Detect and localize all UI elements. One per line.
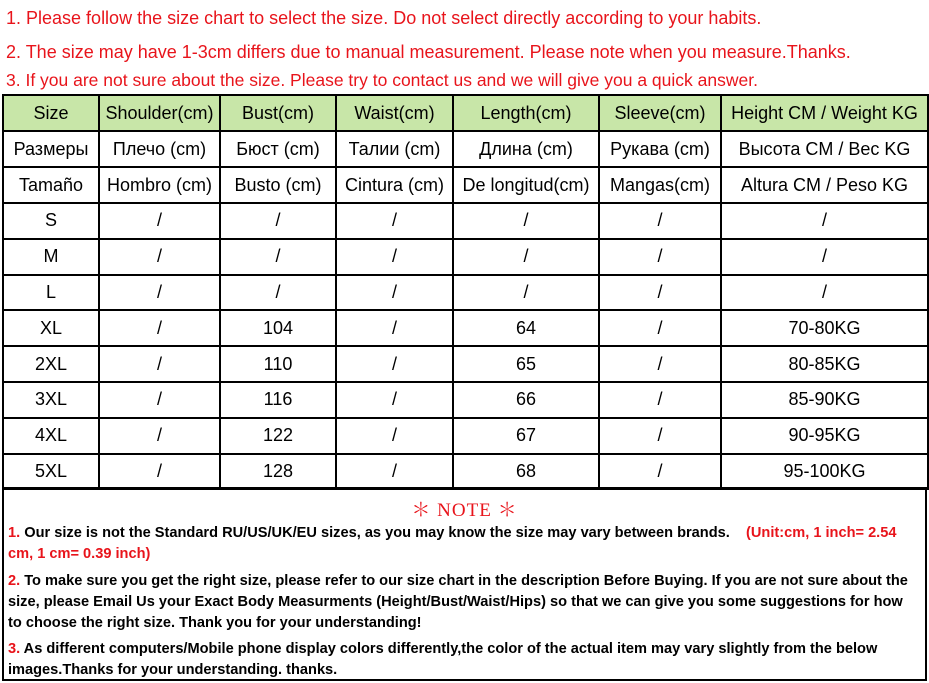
table-header-cell: Талии (cm): [336, 131, 453, 167]
table-row: [3, 203, 928, 239]
bottom-note-2: [8, 571, 920, 634]
table-cell: 85-90KG: [721, 382, 928, 418]
table-cell: /: [721, 275, 928, 311]
top-notes: [0, 0, 929, 94]
bottom-notes: [2, 487, 927, 681]
note-number: 1.: [8, 525, 21, 541]
table-header-cell: Длина (cm): [453, 131, 599, 167]
table-cell: /: [99, 418, 220, 454]
table-cell: 116: [220, 382, 336, 418]
table-cell: /: [336, 454, 453, 490]
table-row: [3, 346, 928, 382]
table-header-cell: Waist(cm): [336, 95, 453, 131]
table-cell: 2XL: [3, 346, 99, 382]
table-cell: /: [453, 203, 599, 239]
table-header-cell: Sleeve(cm): [599, 95, 721, 131]
table-cell: 104: [220, 310, 336, 346]
table-cell: /: [220, 275, 336, 311]
table-cell: /: [99, 382, 220, 418]
table-cell: L: [3, 275, 99, 311]
top-note-1: 1. Please follow the size chart to select the size. Do not select directly according to your habits.: [6, 8, 762, 28]
table-cell: 70-80KG: [721, 310, 928, 346]
bottom-note-3: [8, 639, 920, 681]
table-cell: /: [336, 382, 453, 418]
table-cell: /: [336, 239, 453, 275]
table-cell: /: [599, 418, 721, 454]
table-cell: /: [453, 239, 599, 275]
table-cell: /: [336, 203, 453, 239]
note-number: 2.: [8, 573, 21, 589]
table-header-row: [3, 131, 928, 167]
table-header-cell: Length(cm): [453, 95, 599, 131]
table-cell: 4XL: [3, 418, 99, 454]
table-cell: /: [599, 275, 721, 311]
table-cell: 128: [220, 454, 336, 490]
table-cell: XL: [3, 310, 99, 346]
table-cell: /: [220, 239, 336, 275]
note-text: To make sure you get the right size, please refer to our size chart in the description Before Buying. If you are not sure about the size, please Email Us your Exact Body Measurments (Height/Bust/Waist/Hips) so that we can give you some suggestions for how to choose the right size. Thank you for your understanding!: [8, 573, 908, 631]
table-header-cell: Высота CM / Вес KG: [721, 131, 928, 167]
unit-conversion: (Unit:cm, 1 inch= 2.54 cm, 1 cm= 0.39 inch): [8, 525, 897, 562]
table-row: [3, 239, 928, 275]
table-cell: /: [220, 203, 336, 239]
table-row: [3, 418, 928, 454]
table-header-cell: Size: [3, 95, 99, 131]
table-cell: /: [99, 310, 220, 346]
table-header-cell: Height CM / Weight KG: [721, 95, 928, 131]
table-header-row: [3, 95, 928, 131]
table-cell: 64: [453, 310, 599, 346]
table-cell: 68: [453, 454, 599, 490]
table-cell: S: [3, 203, 99, 239]
table-cell: /: [599, 239, 721, 275]
table-header-cell: Mangas(cm): [599, 167, 721, 203]
table-cell: 65: [453, 346, 599, 382]
note-text: As different computers/Mobile phone display colors differently,the color of the actual item may vary slightly from the below images.Thanks for your understanding. thanks.: [8, 641, 878, 678]
table-cell: 90-95KG: [721, 418, 928, 454]
table-cell: M: [3, 239, 99, 275]
table-cell: /: [599, 203, 721, 239]
table-row: [3, 382, 928, 418]
table-cell: /: [453, 275, 599, 311]
table-row: [3, 454, 928, 490]
table-header-row: [3, 167, 928, 203]
table-cell: 67: [453, 418, 599, 454]
table-header-cell: Размеры: [3, 131, 99, 167]
table-cell: /: [721, 203, 928, 239]
table-cell: /: [99, 346, 220, 382]
table-header-cell: Бюст (cm): [220, 131, 336, 167]
table-header-cell: Altura CM / Peso KG: [721, 167, 928, 203]
table-cell: /: [99, 203, 220, 239]
table-header-cell: Плечо (cm): [99, 131, 220, 167]
table-header-cell: Рукава (cm): [599, 131, 721, 167]
bottom-note-1: [8, 523, 920, 565]
table-header-cell: Shoulder(cm): [99, 95, 220, 131]
table-cell: 110: [220, 346, 336, 382]
table-cell: 95-100KG: [721, 454, 928, 490]
table-cell: /: [336, 346, 453, 382]
table-cell: /: [336, 418, 453, 454]
top-note-2: 2. The size may have 1-3cm differs due to manual measurement. Please note when you measure.Thanks.: [6, 42, 851, 62]
table-header-cell: Cintura (cm): [336, 167, 453, 203]
table-cell: /: [599, 346, 721, 382]
note-text: Our size is not the Standard RU/US/UK/EU sizes, as you may know the size may vary between brands.: [20, 525, 730, 541]
table-cell: 122: [220, 418, 336, 454]
table-row: [3, 310, 928, 346]
table-cell: /: [99, 454, 220, 490]
table-cell: 80-85KG: [721, 346, 928, 382]
table-cell: /: [99, 239, 220, 275]
note-title: ＊ NOTE ＊: [411, 500, 518, 521]
size-chart-table: [2, 94, 929, 490]
table-header-cell: Bust(cm): [220, 95, 336, 131]
table-row: [3, 275, 928, 311]
table-cell: 5XL: [3, 454, 99, 490]
top-note-3: 3. If you are not sure about the size. Please try to contact us and we will give you a quick answer.: [6, 70, 758, 90]
table-cell: /: [99, 275, 220, 311]
table-cell: 66: [453, 382, 599, 418]
table-cell: /: [599, 454, 721, 490]
note-number: 3.: [8, 641, 21, 657]
table-header-cell: Busto (cm): [220, 167, 336, 203]
table-cell: /: [336, 275, 453, 311]
table-header-cell: De longitud(cm): [453, 167, 599, 203]
table-cell: /: [721, 239, 928, 275]
table-header-cell: Hombro (cm): [99, 167, 220, 203]
table-cell: /: [336, 310, 453, 346]
table-cell: 3XL: [3, 382, 99, 418]
table-cell: /: [599, 382, 721, 418]
table-cell: /: [599, 310, 721, 346]
table-header-cell: Tamaño: [3, 167, 99, 203]
